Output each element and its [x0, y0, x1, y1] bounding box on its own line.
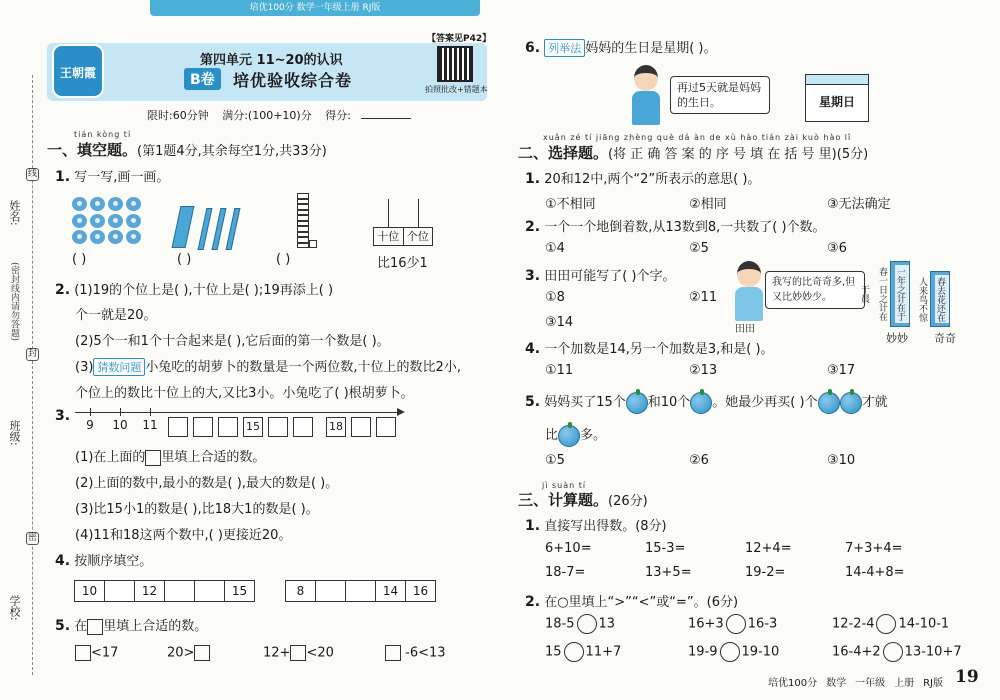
c3-speech-bubble: 我写的比奇奇多,但又比妙妙少。: [765, 271, 865, 309]
score-blank[interactable]: [361, 118, 411, 119]
blue-fruit-icon: [840, 392, 862, 414]
compare-circle[interactable]: [577, 614, 597, 634]
girl-figure-icon: [731, 261, 763, 319]
c4-prompt: 4. 一个加数是14,另一个加数是3,和是( )。: [525, 341, 774, 357]
seq-cell: 14: [375, 580, 406, 602]
full-score: 满分:(100+10)分: [222, 109, 312, 122]
q1-blank-2[interactable]: ( ): [177, 252, 192, 267]
top-band: 培优100分 数学一年级上册 RJ版: [150, 0, 480, 16]
paper-title: 培优验收综合卷: [233, 71, 353, 90]
nl-box[interactable]: [268, 417, 288, 437]
nl-label-9: 9: [86, 418, 94, 432]
seal-mark-dense: 密: [27, 533, 37, 543]
blue-fruit-icon: [626, 392, 648, 414]
nl-box[interactable]: [218, 417, 238, 437]
q2-line2: (2)5个一和1个十合起来是( ),它后面的第一个数是( )。: [75, 334, 390, 349]
miaomiao-scroll-icon: 一年之计在于春一日之计在于晨: [890, 261, 910, 327]
nl-box[interactable]: [193, 417, 213, 437]
single-cube-icon: [309, 240, 317, 248]
answer-box[interactable]: [290, 645, 306, 661]
brand-logo: 王朝霞: [52, 44, 104, 98]
unit-title: 第四单元 11~20的认识: [200, 53, 343, 68]
c4-opt-a[interactable]: ①11: [545, 363, 574, 378]
q1-blank-1[interactable]: ( ): [72, 252, 87, 267]
answer-reference: 【答案见P42】: [427, 34, 492, 44]
c1-prompt: 1. 20和12中,两个“2”所表示的意思( )。: [525, 171, 761, 187]
c2-prompt: 2. 一个一个地倒着数,从13数到8,一共数了( )个数。: [525, 219, 826, 235]
boy-figure-icon: [628, 65, 664, 127]
seq-cell: 10: [74, 580, 105, 602]
k1-expr[interactable]: 15-3=: [645, 541, 686, 556]
class-label: 班级:: [8, 420, 21, 446]
miaomiao-label: 妙妙: [886, 332, 908, 345]
nl-box[interactable]: [293, 417, 313, 437]
q2-line3: (3) 猜数问题 小兔吃的胡萝卜的数量是一个两位数,十位上的数比2小,: [75, 360, 461, 375]
q4-prompt: 4. 按顺序填空。: [55, 553, 153, 569]
nl-box: 15: [243, 417, 263, 437]
c1-opt-b[interactable]: ②相同: [689, 197, 727, 212]
calendar-day: 星期日: [818, 95, 855, 109]
compare-circle[interactable]: [726, 614, 746, 634]
k2-compare: 16-4+2 13-10+7: [832, 642, 962, 662]
k1-expr[interactable]: 14-4+8=: [845, 565, 905, 580]
sequence-row-2: [286, 580, 436, 602]
q5-prompt: 5. 在 里填上合适的数。: [55, 618, 208, 634]
section1-heading: 一、填空题。(第1题4分,其余每空1分,共33分): [47, 141, 327, 159]
k2-compare: 18-5 13: [545, 614, 615, 634]
q6-speech-bubble: 再过5天就是妈妈的生日。: [670, 76, 770, 114]
compare-circle[interactable]: [876, 614, 896, 634]
section3-heading: 三、计算题。(26分): [518, 491, 648, 509]
enumeration-tag: 列举法: [544, 39, 585, 57]
seq-cell[interactable]: [345, 580, 376, 602]
sequence-row-1: [75, 580, 255, 602]
seq-cell: 12: [134, 580, 165, 602]
number-line: [75, 405, 405, 435]
answer-box[interactable]: [385, 645, 401, 661]
flower-cluster-icon: [72, 197, 138, 245]
blue-fruit-icon: [690, 392, 712, 414]
k1-expr[interactable]: 13+5=: [645, 565, 692, 580]
page-number: 19: [955, 667, 979, 687]
qiqi-scroll-icon: 春去花还在人来鸟不惊: [930, 271, 950, 327]
seq-cell[interactable]: [194, 580, 225, 602]
c5-opt-b[interactable]: ②6: [689, 453, 709, 468]
section2-pinyin: xuǎn zé tí jiāng zhèng què dá àn de xù hào tián zài kuò hào lǐ: [543, 133, 852, 142]
school-label: 学校:: [8, 595, 21, 621]
ten-cube-column-icon: [297, 193, 309, 248]
c2-opt-c[interactable]: ③6: [827, 241, 847, 256]
arrow-right-icon: [397, 408, 405, 416]
qr-code-icon[interactable]: [437, 46, 473, 82]
q1-blank-3[interactable]: ( ): [276, 252, 291, 267]
q5-expr-4: -6<13: [385, 645, 446, 661]
c2-opt-b[interactable]: ②5: [689, 241, 709, 256]
nl-box[interactable]: [376, 417, 396, 437]
answer-box[interactable]: [75, 645, 91, 661]
seq-cell[interactable]: [315, 580, 346, 602]
blue-fruit-icon: [818, 392, 840, 414]
calendar-icon: [805, 74, 869, 122]
section2-heading: 二、选择题。(将 正 确 答 案 的 序 号 填 在 括 号 里)(5分): [518, 144, 869, 162]
section3-pinyin: jì suàn tí: [542, 481, 587, 490]
c3-opt-c[interactable]: ③14: [545, 315, 574, 330]
square-box-icon: [145, 450, 161, 466]
square-box-icon: [87, 619, 103, 635]
q3-line4: (4)11和18这两个数中,( )更接近20。: [75, 528, 292, 543]
blue-fruit-icon: [558, 425, 580, 447]
nl-box: 18: [326, 417, 346, 437]
c5-opt-c[interactable]: ③10: [827, 453, 856, 468]
nl-label-11: 11: [142, 418, 158, 432]
k2-compare: 19-9 19-10: [688, 642, 779, 662]
c1-opt-c[interactable]: ③无法确定: [827, 197, 891, 212]
k1-expr[interactable]: 19-2=: [745, 565, 786, 580]
guess-number-tag: 猜数问题: [93, 358, 145, 376]
q5-expr-1: <17: [75, 645, 118, 661]
compare-circle[interactable]: [720, 642, 740, 662]
answer-box[interactable]: [194, 645, 210, 661]
q1-prompt: 1. 写一写,画一画。: [55, 169, 170, 185]
c5-opt-a[interactable]: ①5: [545, 453, 565, 468]
seq-cell: 8: [285, 580, 316, 602]
place-value-table: 十位 个位: [373, 227, 433, 246]
k1-prompt: 1. 直接写出得数。(8分): [525, 518, 667, 534]
compare-circle[interactable]: [564, 642, 584, 662]
c5-line2: 比 多。: [545, 424, 606, 447]
abacus-rod-ones: [418, 199, 419, 227]
q2-line3b: 个位上的数比十位上的大,又比3小。小兔吃了( )根胡萝卜。: [75, 386, 414, 401]
q1-caption: 比16少1: [377, 256, 428, 271]
name-label: 姓名:: [8, 200, 21, 226]
seq-cell[interactable]: [164, 580, 195, 602]
paper-b-tag: B卷: [184, 68, 221, 90]
q5-expr-2: 20>: [167, 645, 210, 661]
k1-expr[interactable]: 7+3+4=: [845, 541, 903, 556]
k1-expr[interactable]: 6+10=: [545, 541, 592, 556]
q2-line1b: 个一就是20。: [75, 308, 157, 323]
k2-compare: 12-2-4 14-10-1: [832, 614, 949, 634]
seal-mark-line: 线: [27, 169, 37, 179]
q3-line2: (2)上面的数中,最小的数是( ),最大的数是( )。: [75, 476, 339, 491]
section1-pinyin: tián kòng tí: [74, 130, 132, 139]
k1-expr[interactable]: 18-7=: [545, 565, 586, 580]
q3-line1: (1)在上面的 里填上合适的数。: [75, 450, 266, 465]
c4-opt-c[interactable]: ③17: [827, 363, 856, 378]
c4-opt-b[interactable]: ②13: [689, 363, 718, 378]
compare-circle[interactable]: [883, 642, 903, 662]
q5-expr-3: 12+ <20: [263, 645, 334, 661]
c2-opt-a[interactable]: ①4: [545, 241, 565, 256]
page-footer: 培优100分 数学 一年级 上册 RJ版: [768, 678, 943, 689]
nl-box[interactable]: [168, 417, 188, 437]
tiantian-label: 田田: [735, 324, 755, 335]
qiqi-label: 奇奇: [934, 332, 956, 345]
binding-dashed-line: [32, 75, 33, 675]
seq-cell: 15: [224, 580, 255, 602]
seq-cell[interactable]: [104, 580, 135, 602]
seal-mark-seal: 封: [27, 349, 37, 359]
k1-expr[interactable]: 12+4=: [745, 541, 792, 556]
counting-sticks-icon: [172, 206, 242, 251]
q6-prompt: 6. 列举法 妈妈的生日是星期( )。: [525, 40, 717, 56]
q3-number: 3.: [55, 408, 71, 424]
c3-opt-b[interactable]: ②11: [689, 290, 718, 305]
c5-line1: 5. 妈妈买了15个 和10个 。她最少再买( )个 才就: [525, 391, 888, 414]
c3-opt-a[interactable]: ①8: [545, 290, 565, 305]
k2-compare: 16+3 16-3: [688, 614, 777, 634]
k2-compare: 15 11+7: [545, 642, 621, 662]
q3-line3: (3)比15小1的数是( ),比18大1的数是( )。: [75, 502, 319, 517]
c1-opt-a[interactable]: ①不相同: [545, 197, 596, 212]
c3-prompt: 3. 田田可能写了( )个字。: [525, 268, 676, 284]
nl-box[interactable]: [351, 417, 371, 437]
score-label: 得分:: [325, 109, 351, 122]
seal-notice: (密封线内请勿答题): [9, 262, 19, 342]
nl-label-10: 10: [112, 418, 128, 432]
q2-line1: 2. (1)19的个位上是( ),十位上是( );19再添上( ): [55, 282, 334, 298]
qr-caption: 拍照批改+错题本: [425, 85, 488, 94]
k2-prompt: 2. 在○里填上“>”“<”或“=”。(6分): [525, 594, 739, 610]
exam-limits: [147, 107, 421, 123]
seq-cell: 16: [405, 580, 436, 602]
time-limit: 限时:60分钟: [147, 109, 209, 122]
abacus-rod-tens: [388, 199, 389, 227]
